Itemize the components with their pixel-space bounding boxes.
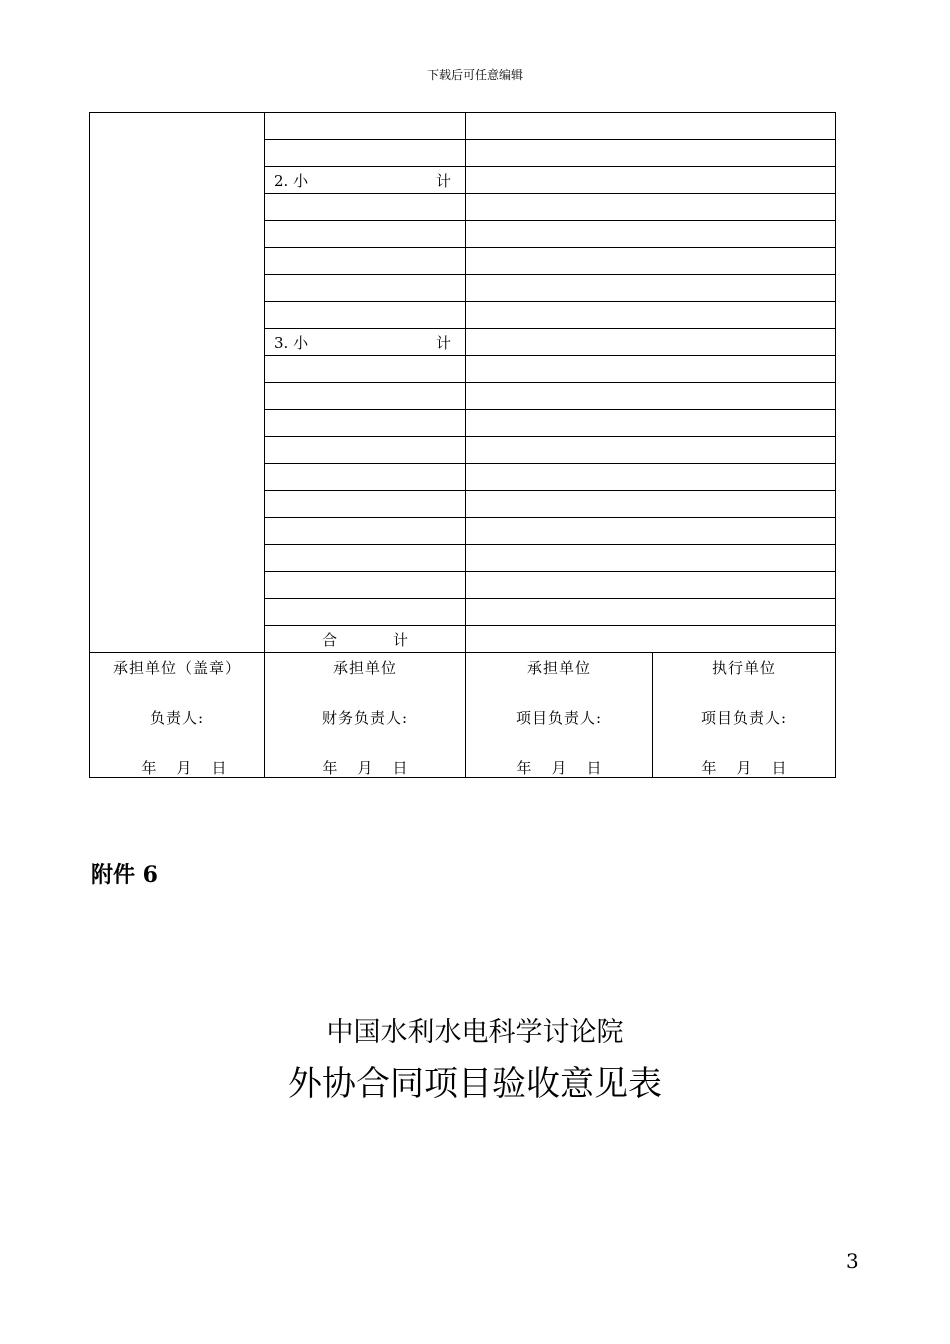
attachment-label: 附件 6 [91, 862, 158, 888]
total-cell [265, 626, 466, 653]
date-day: 日 [211, 759, 227, 777]
header-note: 下载后可任意编辑 [426, 68, 523, 82]
signature-person: 项目负责人: [700, 709, 788, 727]
amount-cell [466, 302, 836, 329]
item-cell [265, 113, 466, 140]
institution-title: 中国水利水电科学讨论院 [326, 1017, 624, 1048]
signature-date [701, 757, 786, 777]
item-cell [265, 194, 466, 221]
amount-cell [466, 140, 836, 167]
item-cell [265, 437, 466, 464]
amount-cell [466, 464, 836, 491]
signature-cell-3 [466, 653, 653, 778]
amount-cell [466, 113, 836, 140]
amount-cell [466, 194, 836, 221]
subtotal-2-label-a: 小 [293, 171, 309, 190]
signature-unit: 执行单位 [711, 659, 776, 677]
item-cell [265, 140, 466, 167]
signature-cell-4 [653, 653, 836, 778]
item-cell [265, 464, 466, 491]
total-amount-cell [466, 626, 836, 653]
item-cell [265, 275, 466, 302]
date-year: 年 [516, 759, 532, 777]
date-month: 月 [736, 759, 752, 777]
item-cell [265, 302, 466, 329]
item-cell [265, 491, 466, 518]
subtotal-3-number: 3. [274, 333, 289, 352]
total-label-a: 合 [321, 630, 337, 649]
subtotal-3-label-a: 小 [293, 333, 309, 352]
item-cell [265, 410, 466, 437]
date-month: 月 [551, 759, 567, 777]
item-cell [265, 383, 466, 410]
signature-person: 负责人: [149, 709, 205, 727]
date-year: 年 [701, 759, 717, 777]
amount-cell [466, 383, 836, 410]
signature-date [516, 757, 601, 777]
item-cell [265, 599, 466, 626]
amount-cell [466, 356, 836, 383]
signature-date [141, 757, 226, 777]
signature-unit: 承担单位（盖章） [112, 659, 241, 677]
amount-cell [466, 491, 836, 518]
amount-cell [466, 329, 836, 356]
signature-person: 项目负责人: [515, 709, 603, 727]
total-label-b: 计 [393, 630, 409, 649]
signature-cell-1 [90, 653, 265, 778]
subtotal-3-cell [265, 329, 466, 356]
amount-cell [466, 518, 836, 545]
signature-unit: 承担单位 [526, 659, 591, 677]
date-day: 日 [392, 759, 408, 777]
item-cell [265, 248, 466, 275]
amount-cell [466, 410, 836, 437]
item-cell [265, 356, 466, 383]
amount-cell [466, 599, 836, 626]
item-cell [265, 572, 466, 599]
date-year: 年 [141, 759, 157, 777]
date-month: 月 [176, 759, 192, 777]
item-cell [265, 545, 466, 572]
amount-cell [466, 221, 836, 248]
amount-cell [466, 167, 836, 194]
item-cell [265, 221, 466, 248]
subtotal-3-label-b: 计 [435, 333, 451, 352]
signature-date [322, 757, 407, 777]
date-year: 年 [322, 759, 338, 777]
signature-person: 财务负责人: [321, 709, 409, 727]
subtotal-2-label-b: 计 [435, 171, 451, 190]
merged-category-cell [90, 113, 265, 653]
item-cell [265, 518, 466, 545]
date-day: 日 [771, 759, 787, 777]
date-month: 月 [357, 759, 373, 777]
amount-cell [466, 437, 836, 464]
signature-unit: 承担单位 [332, 659, 397, 677]
signature-cell-2 [265, 653, 466, 778]
budget-table [89, 112, 836, 778]
page-number: 3 [846, 1249, 859, 1273]
amount-cell [466, 248, 836, 275]
date-day: 日 [586, 759, 602, 777]
form-title: 外协合同项目验收意见表 [288, 1064, 662, 1104]
amount-cell [466, 545, 836, 572]
amount-cell [466, 275, 836, 302]
subtotal-2-cell [265, 167, 466, 194]
amount-cell [466, 572, 836, 599]
subtotal-2-number: 2. [274, 171, 289, 190]
